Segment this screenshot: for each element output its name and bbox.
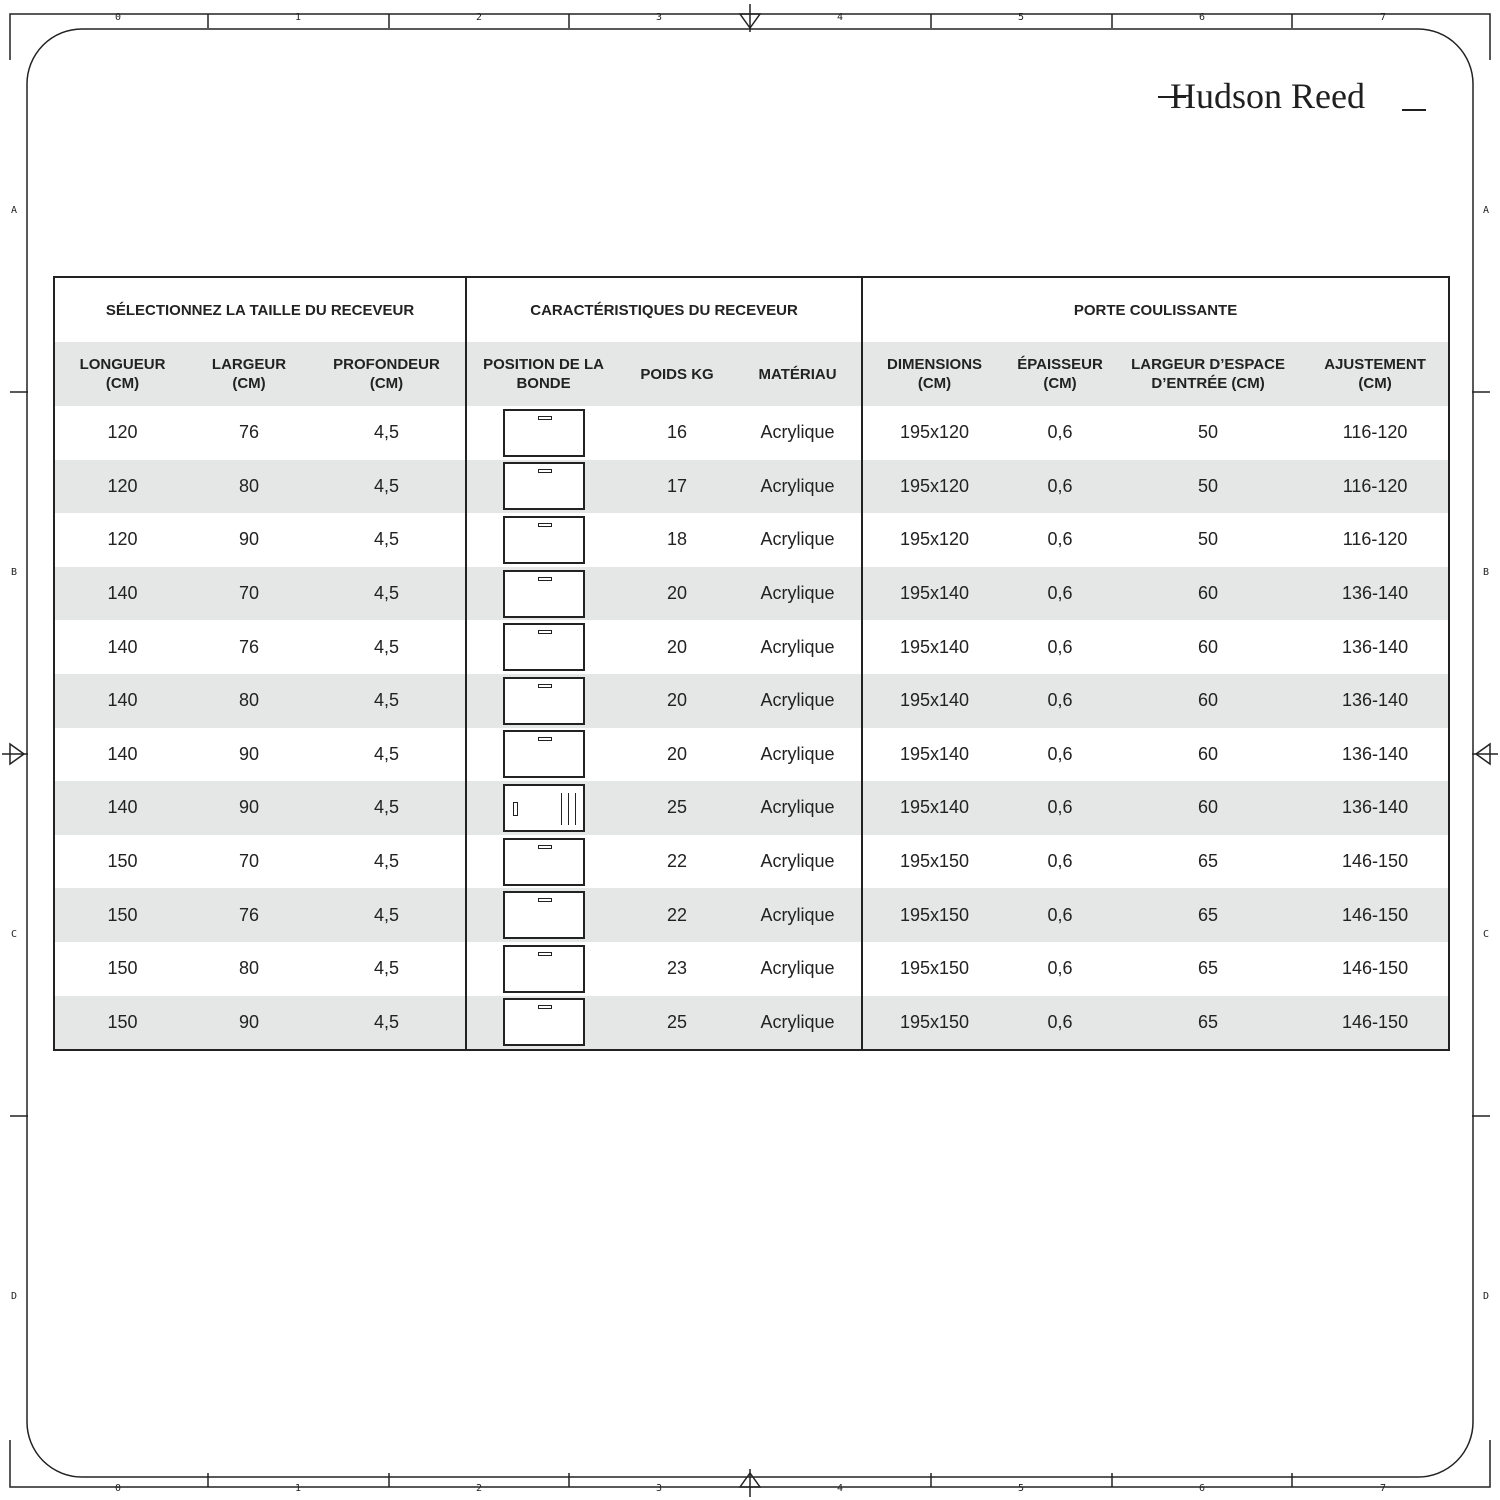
- cell-profondeur: 4,5: [308, 460, 466, 514]
- frame-column-label-bottom: 2: [475, 1483, 483, 1494]
- cell-poids: 17: [620, 460, 734, 514]
- group-header-taille: SÉLECTIONNEZ LA TAILLE DU RECEVEUR: [54, 277, 466, 342]
- end-drain-icon: [503, 891, 585, 939]
- end-drain-icon: [503, 838, 585, 886]
- cell-longueur: 150: [107, 851, 138, 872]
- cell-poids: 16: [667, 422, 688, 443]
- frame-column-label-bottom: 3: [655, 1483, 663, 1494]
- column-header-largeur: LARGEUR (CM): [190, 342, 308, 406]
- cell-materiau: Acrylique: [734, 888, 862, 942]
- cell-profondeur: 4,5: [374, 636, 400, 657]
- frame-row-label-right: A: [1482, 205, 1490, 216]
- cell-largeur: 90: [238, 743, 260, 764]
- drain-position-cell: [466, 835, 620, 889]
- drain-position-cell: [466, 728, 620, 782]
- drain-outlet-mark: [538, 630, 552, 634]
- frame-column-label-top: 2: [475, 12, 483, 23]
- groove-line: [575, 793, 577, 825]
- frame-row-label-left: A: [10, 205, 18, 216]
- cell-longueur: 140: [107, 743, 138, 764]
- cell-largeur: 80: [238, 958, 260, 979]
- column-header-row: [54, 342, 1449, 406]
- table-row: [54, 728, 1449, 782]
- cell-profondeur: 4,5: [308, 888, 466, 942]
- cell-poids: 25: [620, 996, 734, 1051]
- cell-largeur: 70: [238, 851, 260, 872]
- cell-largeur: 90: [190, 781, 308, 835]
- cell-epaisseur: 0,6: [1047, 743, 1073, 764]
- drain-position-cell: [466, 620, 620, 674]
- cell-ajustement: 146-150: [1342, 958, 1409, 979]
- drain-position-cell: [466, 888, 620, 942]
- frame-row-label-right: C: [1482, 929, 1490, 940]
- drain-outlet-mark: [538, 684, 552, 688]
- end-drain-icon: [503, 570, 585, 618]
- cell-largeur: 80: [190, 460, 308, 514]
- cell-profondeur: 4,5: [308, 781, 466, 835]
- cell-entree: 50: [1114, 460, 1302, 514]
- cell-dimensions: 195x140: [862, 674, 1006, 728]
- frame-row-label-right: D: [1482, 1291, 1490, 1302]
- cell-entree: 60: [1198, 743, 1219, 764]
- cell-longueur: 140: [107, 636, 138, 657]
- frame-row-label-left: C: [10, 929, 18, 940]
- column-header-materiau: MATÉRIAU: [734, 342, 862, 406]
- cell-dimensions: 195x140: [862, 567, 1006, 621]
- table-row: [54, 781, 1449, 835]
- cell-entree: 60: [1198, 636, 1219, 657]
- cell-entree: 60: [1114, 781, 1302, 835]
- cell-ajustement: 136-140: [1302, 674, 1449, 728]
- frame-column-label-bottom: 4: [836, 1483, 844, 1494]
- side-drain-grooved-icon: [503, 784, 585, 832]
- column-header-longueur: LONGUEUR (CM): [54, 342, 190, 406]
- drain-outlet-mark: [538, 1005, 552, 1009]
- end-drain-icon: [503, 945, 585, 993]
- table-row: [54, 674, 1449, 728]
- end-drain-icon: [503, 677, 585, 725]
- cell-entree: 60: [1114, 567, 1302, 621]
- cell-dimensions: 195x120: [862, 406, 1006, 460]
- cell-largeur: 90: [190, 996, 308, 1051]
- drain-outlet-mark: [513, 802, 518, 816]
- frame-column-label-top: 3: [655, 12, 663, 23]
- drain-outlet-mark: [538, 416, 552, 420]
- table-row: [54, 460, 1449, 514]
- cell-materiau: Acrylique: [760, 636, 835, 657]
- cell-ajustement: 146-150: [1302, 888, 1449, 942]
- cell-profondeur: 4,5: [374, 743, 400, 764]
- cell-materiau: Acrylique: [760, 529, 835, 550]
- cell-longueur: 150: [54, 888, 190, 942]
- cell-largeur: 76: [238, 422, 260, 443]
- cell-ajustement: 146-150: [1302, 996, 1449, 1051]
- cell-materiau: Acrylique: [760, 851, 835, 872]
- cell-epaisseur: 0,6: [1006, 567, 1114, 621]
- cell-materiau: Acrylique: [760, 958, 835, 979]
- cell-longueur: 150: [54, 996, 190, 1051]
- cell-materiau: Acrylique: [734, 674, 862, 728]
- drain-position-cell: [466, 406, 620, 460]
- column-header-poids: POIDS KG: [620, 342, 734, 406]
- table-row: [54, 513, 1449, 567]
- logo-underline-right: [1402, 109, 1426, 111]
- cell-poids: 20: [667, 636, 688, 657]
- cell-longueur: 120: [54, 460, 190, 514]
- cell-dimensions: 195x140: [862, 620, 1006, 674]
- cell-epaisseur: 0,6: [1047, 422, 1073, 443]
- cell-epaisseur: 0,6: [1006, 460, 1114, 514]
- cell-largeur: 90: [238, 529, 260, 550]
- end-drain-icon: [503, 409, 585, 457]
- cell-materiau: Acrylique: [734, 781, 862, 835]
- hudson-reed-logo: [1158, 76, 1428, 116]
- cell-dimensions: 195x140: [862, 728, 1006, 782]
- cell-poids: 20: [620, 674, 734, 728]
- groove-line: [561, 793, 563, 825]
- table-row: [54, 567, 1449, 621]
- column-header-bonde: POSITION DE LA BONDE: [466, 342, 620, 406]
- frame-column-label-top: 1: [294, 12, 302, 23]
- drain-position-cell: [466, 460, 620, 514]
- frame-row-label-left: B: [10, 567, 18, 578]
- cell-largeur: 80: [190, 674, 308, 728]
- table-row: [54, 620, 1449, 674]
- frame-column-label-bottom: 5: [1017, 1483, 1025, 1494]
- cell-epaisseur: 0,6: [1006, 888, 1114, 942]
- cell-epaisseur: 0,6: [1047, 529, 1073, 550]
- cell-entree: 65: [1114, 996, 1302, 1051]
- cell-dimensions: 195x120: [862, 460, 1006, 514]
- cell-longueur: 140: [54, 781, 190, 835]
- cell-ajustement: 146-150: [1342, 851, 1409, 872]
- cell-epaisseur: 0,6: [1047, 636, 1073, 657]
- end-drain-icon: [503, 730, 585, 778]
- drain-position-cell: [466, 781, 620, 835]
- cell-profondeur: 4,5: [374, 422, 400, 443]
- cell-profondeur: 4,5: [374, 529, 400, 550]
- cell-profondeur: 4,5: [308, 996, 466, 1051]
- cell-ajustement: 136-140: [1342, 743, 1409, 764]
- cell-poids: 23: [667, 958, 688, 979]
- drain-outlet-mark: [538, 469, 552, 473]
- drain-outlet-mark: [538, 737, 552, 741]
- cell-largeur: 70: [190, 567, 308, 621]
- column-header-dimensions: DIMENSIONS (CM): [862, 342, 1006, 406]
- drain-outlet-mark: [538, 523, 552, 527]
- logo-text: Hudson Reed: [1170, 76, 1365, 116]
- drain-outlet-mark: [538, 952, 552, 956]
- table-row: [54, 996, 1449, 1051]
- cell-dimensions: 195x150: [862, 996, 1006, 1051]
- cell-ajustement: 136-140: [1342, 636, 1409, 657]
- frame-column-label-bottom: 7: [1379, 1483, 1387, 1494]
- cell-poids: 20: [667, 743, 688, 764]
- end-drain-icon: [503, 516, 585, 564]
- cell-epaisseur: 0,6: [1047, 958, 1073, 979]
- cell-poids: 22: [667, 851, 688, 872]
- table-row: [54, 888, 1449, 942]
- cell-ajustement: 116-120: [1342, 529, 1408, 550]
- drain-outlet-mark: [538, 845, 552, 849]
- frame-row-label-left: D: [10, 1291, 18, 1302]
- cell-poids: 25: [620, 781, 734, 835]
- cell-epaisseur: 0,6: [1006, 781, 1114, 835]
- cell-profondeur: 4,5: [308, 567, 466, 621]
- cell-entree: 65: [1114, 888, 1302, 942]
- table-row: [54, 835, 1449, 889]
- cell-dimensions: 195x140: [862, 781, 1006, 835]
- drain-outlet-mark: [538, 898, 552, 902]
- cell-longueur: 140: [54, 674, 190, 728]
- frame-column-label-bottom: 0: [114, 1483, 122, 1494]
- cell-poids: 18: [667, 529, 688, 550]
- cell-longueur: 140: [54, 567, 190, 621]
- cell-ajustement: 136-140: [1302, 781, 1449, 835]
- cell-poids: 20: [620, 567, 734, 621]
- frame-column-label-top: 0: [114, 12, 122, 23]
- cell-dimensions: 195x150: [862, 942, 1006, 996]
- column-header-ajustement: AJUSTEMENT (CM): [1302, 342, 1449, 406]
- cell-longueur: 150: [107, 958, 138, 979]
- drain-outlet-mark: [538, 577, 552, 581]
- spec-table: [53, 276, 1450, 1051]
- spec-table-body: [54, 406, 1449, 1050]
- cell-dimensions: 195x150: [862, 888, 1006, 942]
- group-header-porte: PORTE COULISSANTE: [862, 277, 1449, 342]
- column-header-epaisseur: ÉPAISSEUR (CM): [1006, 342, 1114, 406]
- group-header-row: [54, 277, 1449, 342]
- cell-materiau: Acrylique: [734, 460, 862, 514]
- cell-dimensions: 195x120: [862, 513, 1006, 567]
- table-row: [54, 406, 1449, 460]
- groove-line: [568, 793, 570, 825]
- frame-column-label-top: 4: [836, 12, 844, 23]
- table-row: [54, 942, 1449, 996]
- cell-materiau: Acrylique: [734, 996, 862, 1051]
- cell-materiau: Acrylique: [734, 567, 862, 621]
- frame-column-label-bottom: 1: [294, 1483, 302, 1494]
- cell-epaisseur: 0,6: [1006, 996, 1114, 1051]
- cell-materiau: Acrylique: [760, 422, 835, 443]
- cell-entree: 60: [1114, 674, 1302, 728]
- cell-epaisseur: 0,6: [1047, 851, 1073, 872]
- cell-ajustement: 116-120: [1342, 422, 1408, 443]
- frame-column-label-top: 6: [1198, 12, 1206, 23]
- cell-profondeur: 4,5: [374, 851, 400, 872]
- cell-largeur: 76: [190, 888, 308, 942]
- cell-profondeur: 4,5: [374, 958, 400, 979]
- end-drain-icon: [503, 998, 585, 1046]
- column-header-profondeur: PROFONDEUR (CM): [308, 342, 466, 406]
- drain-position-cell: [466, 942, 620, 996]
- cell-entree: 50: [1198, 422, 1219, 443]
- cell-entree: 65: [1198, 958, 1219, 979]
- column-header-entree: LARGEUR D’ESPACE D’ENTRÉE (CM): [1114, 342, 1302, 406]
- cell-largeur: 76: [238, 636, 260, 657]
- frame-column-label-bottom: 6: [1198, 1483, 1206, 1494]
- end-drain-icon: [503, 462, 585, 510]
- frame-column-label-top: 5: [1017, 12, 1025, 23]
- cell-profondeur: 4,5: [308, 674, 466, 728]
- group-header-caracteristiques: CARACTÉRISTIQUES DU RECEVEUR: [466, 277, 862, 342]
- cell-poids: 22: [620, 888, 734, 942]
- drain-position-cell: [466, 674, 620, 728]
- drain-position-cell: [466, 513, 620, 567]
- drain-position-cell: [466, 996, 620, 1051]
- drain-position-cell: [466, 567, 620, 621]
- cell-entree: 50: [1198, 529, 1219, 550]
- cell-materiau: Acrylique: [760, 743, 835, 764]
- cell-epaisseur: 0,6: [1006, 674, 1114, 728]
- cell-ajustement: 136-140: [1302, 567, 1449, 621]
- cell-longueur: 120: [107, 529, 138, 550]
- end-drain-icon: [503, 623, 585, 671]
- cell-longueur: 120: [107, 422, 138, 443]
- cell-entree: 65: [1198, 851, 1219, 872]
- cell-dimensions: 195x150: [862, 835, 1006, 889]
- frame-row-label-right: B: [1482, 567, 1490, 578]
- frame-column-label-top: 7: [1379, 12, 1387, 23]
- cell-ajustement: 116-120: [1302, 460, 1449, 514]
